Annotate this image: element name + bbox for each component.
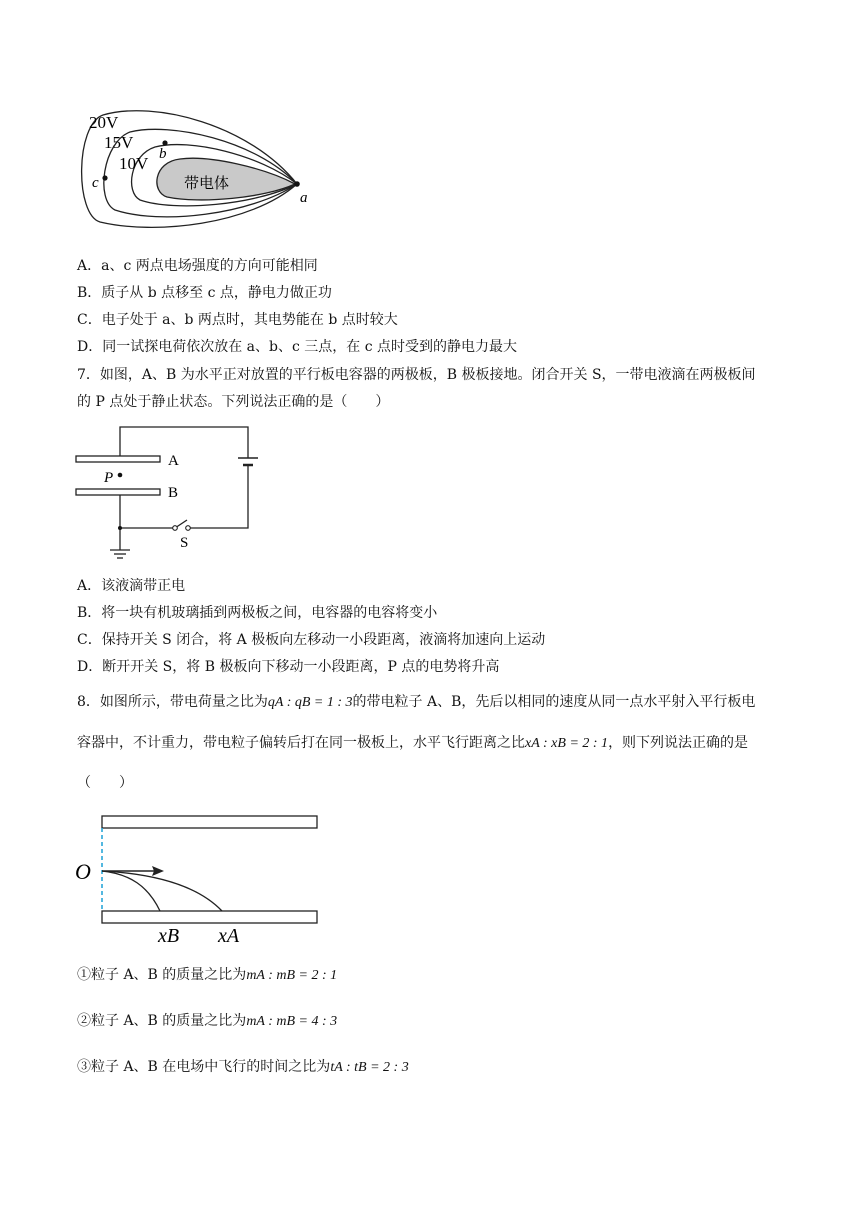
label-c: c — [92, 175, 99, 191]
wire-right — [188, 465, 248, 528]
trajectory-a — [102, 871, 222, 911]
label-xb: xB — [158, 925, 180, 947]
q7-stem-line2: 的 P 点处于静止状态。下列说法正确的是（ ） — [77, 394, 390, 410]
q7-stem-line1: 7．如图，A、B 为水平正对放置的平行板电容器的两极板，B 极板接地。闭合开关 S，一带电液滴在两极板间 — [77, 367, 756, 383]
q8-charge-ratio: qA : qB = 1 : 3 — [267, 695, 353, 710]
switch-contact-left — [173, 526, 178, 531]
capacitor-circuit-figure — [70, 420, 270, 570]
statement-formula: mA : mB = 2 : 1 — [246, 968, 338, 983]
q7-option-b: B．将一块有机玻璃插到两极板之间，电容器的电容将变小 — [77, 605, 438, 621]
label-body: 带电体 — [184, 174, 230, 192]
plate-a — [76, 456, 160, 462]
q8-stem-line1 — [77, 692, 755, 713]
label-20v: 20V — [89, 113, 119, 132]
q6-option-a: A．a、c 两点电场强度的方向可能相同 — [77, 258, 318, 274]
label-xa: xA — [218, 925, 240, 947]
upper-plate — [102, 816, 317, 828]
point-p — [118, 473, 123, 478]
q7-option-a: A．该液滴带正电 — [77, 578, 186, 594]
q6-option-b: B．质子从 b 点移至 c 点，静电力做正功 — [77, 285, 332, 301]
label-b: b — [159, 146, 167, 162]
label-15v: 15V — [104, 133, 134, 152]
label-plate-b: B — [168, 485, 179, 501]
point-a — [294, 181, 300, 187]
q8-stem-text-2b: ，则下列说法正确的是 — [608, 735, 749, 751]
switch-contact-right — [186, 526, 191, 531]
label-a: a — [300, 190, 308, 206]
q7-option-c: C．保持开关 S 闭合，将 A 极板向左移动一小段距离，液滴将加速向上运动 — [77, 632, 546, 648]
label-plate-a: A — [168, 453, 179, 469]
statement-formula: mA : mB = 4 : 3 — [246, 1014, 338, 1029]
q8-stem-line2 — [77, 733, 748, 754]
statement-text: ③粒子 A、B 在电场中飞行的时间之比为 — [77, 1059, 331, 1075]
q7-option-d: D．断开开关 S，将 B 极板向下移动一小段距离，P 点的电势将升高 — [77, 659, 500, 675]
label-o: O — [75, 859, 91, 884]
q8-statement-2 — [77, 1011, 337, 1032]
statement-text: ①粒子 A、B 的质量之比为 — [77, 967, 247, 983]
q8-stem-line3: （ ） — [77, 775, 133, 791]
q8-stem-text-1a: 8．如图所示，带电荷量之比为 — [77, 694, 268, 710]
label-10v: 10V — [119, 154, 149, 173]
q6-option-c: C．电子处于 a、b 两点时，其电势能在 b 点时较大 — [77, 312, 398, 328]
lower-plate — [102, 911, 317, 923]
junction-dot — [118, 526, 122, 530]
statement-text: ②粒子 A、B 的质量之比为 — [77, 1013, 247, 1029]
q6-option-d: D．同一试探电荷依次放在 a、b、c 三点，在 c 点时受到的静电力最大 — [77, 339, 518, 355]
point-c — [102, 175, 107, 180]
plate-b — [76, 489, 160, 495]
q8-statement-3 — [77, 1057, 409, 1078]
deflection-figure — [70, 808, 330, 950]
wire-top — [120, 427, 248, 458]
equipotential-figure — [75, 100, 325, 235]
q8-stem-text-2a: 容器中，不计重力，带电粒子偏转后打在同一极板上，水平飞行距离之比 — [77, 735, 525, 751]
q8-statement-1 — [77, 965, 337, 986]
label-p: P — [104, 470, 114, 486]
label-switch: S — [180, 535, 189, 551]
q8-distance-ratio: xA : xB = 2 : 1 — [525, 736, 609, 751]
q8-stem-text-1b: 的带电粒子 A、B，先后以相同的速度从同一点水平射入平行板电 — [352, 694, 756, 710]
statement-formula: tA : tB = 2 : 3 — [330, 1060, 409, 1075]
point-b — [162, 140, 167, 145]
